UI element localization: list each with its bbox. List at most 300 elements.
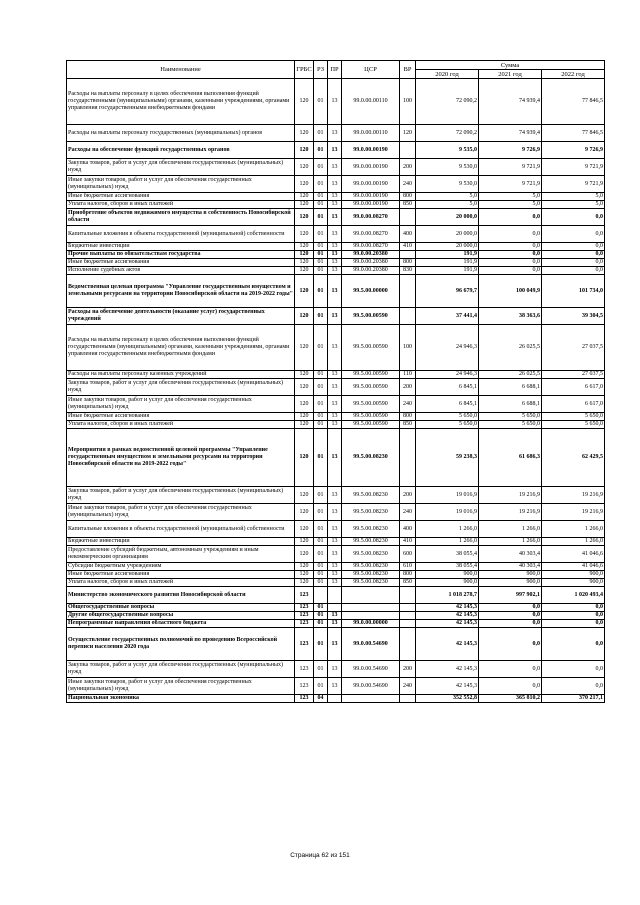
cell-name: Ведомственная целевая программа "Управление государственным имуществом и земельными ресурсами на территории Новосибирской области на 2019-2022 годы" — [67, 275, 295, 308]
cell-name: Мероприятия в рамках ведомственной целевой программы "Управление государственным имуществом и земельными ресурсами на территории Новосибирской области на 2019-2022 годы" — [67, 429, 295, 487]
cell-vr — [400, 604, 416, 612]
budget-table — [66, 60, 605, 703]
cell-sum-2022: 27 037,5 — [542, 325, 605, 371]
cell-vr: 600 — [400, 546, 416, 563]
cell-pr: 13 — [328, 487, 342, 504]
cell-name: Другие общегосударственные вопросы — [67, 612, 295, 620]
cell-vr: 120 — [400, 125, 416, 142]
cell-pr: 13 — [328, 379, 342, 396]
table-row — [67, 413, 605, 421]
cell-csr: 99.0.00.00190 — [342, 201, 400, 209]
cell-sum-2021: 997 902,1 — [479, 587, 542, 604]
cell-csr: 99.0.00.00000 — [342, 620, 400, 628]
cell-sum-2022: 0,0 — [542, 226, 605, 243]
cell-sum-2021: 9 721,9 — [479, 176, 542, 193]
cell-sum-2022: 1 266,0 — [542, 538, 605, 546]
cell-sum-2020: 38 055,4 — [416, 563, 479, 571]
cell-sum-2020: 19 016,9 — [416, 487, 479, 504]
cell-name: Иные закупки товаров, работ и услуг для обеспечения государственных (муниципальных) нужд — [67, 678, 295, 695]
cell-rz: 01 — [314, 504, 328, 521]
cell-csr: 99.0.00.00190 — [342, 193, 400, 201]
cell-grbs: 120 — [295, 176, 314, 193]
header-name: Наименование — [67, 61, 295, 79]
cell-sum-2022: 5,0 — [542, 201, 605, 209]
cell-pr: 13 — [328, 579, 342, 587]
table-row — [67, 259, 605, 267]
cell-grbs: 123 — [295, 678, 314, 695]
cell-csr: 99.5.00.00590 — [342, 421, 400, 429]
table-row — [67, 325, 605, 371]
cell-rz: 01 — [314, 325, 328, 371]
cell-grbs: 120 — [295, 275, 314, 308]
cell-sum-2021: 5 650,0 — [479, 421, 542, 429]
cell-sum-2020: 191,9 — [416, 259, 479, 267]
cell-grbs: 120 — [295, 193, 314, 201]
cell-sum-2022: 0,0 — [542, 259, 605, 267]
cell-sum-2021: 365 810,2 — [479, 695, 542, 703]
cell-sum-2021: 6 688,1 — [479, 379, 542, 396]
header-rz: РЗ — [314, 61, 328, 79]
cell-csr: 99.5.00.08230 — [342, 487, 400, 504]
cell-sum-2021: 0,0 — [479, 243, 542, 251]
cell-pr: 13 — [328, 79, 342, 125]
cell-rz: 01 — [314, 159, 328, 176]
cell-sum-2020: 5,0 — [416, 201, 479, 209]
cell-sum-2022: 19 216,9 — [542, 487, 605, 504]
cell-pr: 13 — [328, 661, 342, 678]
cell-name: Закупка товаров, работ и услуг для обеспечения государственных (муниципальных) нужд — [67, 487, 295, 504]
table-row — [67, 571, 605, 579]
cell-csr: 99.0.00.00190 — [342, 159, 400, 176]
cell-vr — [400, 142, 416, 159]
cell-vr — [400, 429, 416, 487]
table-row — [67, 487, 605, 504]
table-row — [67, 193, 605, 201]
cell-name: Иные бюджетные ассигнования — [67, 413, 295, 421]
cell-sum-2022: 0,0 — [542, 267, 605, 275]
cell-pr: 13 — [328, 546, 342, 563]
cell-pr: 13 — [328, 620, 342, 628]
cell-pr: 13 — [328, 429, 342, 487]
cell-vr: 850 — [400, 421, 416, 429]
cell-csr: 99.5.00.08230 — [342, 571, 400, 579]
cell-pr: 13 — [328, 521, 342, 538]
cell-sum-2020: 20 000,0 — [416, 243, 479, 251]
cell-name: Расходы на выплаты персоналу государственных (муниципальных) органов — [67, 125, 295, 142]
table-row — [67, 209, 605, 226]
table-row — [67, 371, 605, 379]
cell-rz: 01 — [314, 193, 328, 201]
cell-grbs: 120 — [295, 396, 314, 413]
cell-pr: 13 — [328, 251, 342, 259]
cell-sum-2021: 900,0 — [479, 579, 542, 587]
cell-rz: 01 — [314, 379, 328, 396]
cell-sum-2022: 6 617,0 — [542, 396, 605, 413]
cell-sum-2021: 1 266,0 — [479, 538, 542, 546]
cell-rz: 01 — [314, 678, 328, 695]
cell-rz: 01 — [314, 612, 328, 620]
cell-sum-2020: 1 266,0 — [416, 538, 479, 546]
cell-pr: 13 — [328, 612, 342, 620]
cell-rz: 01 — [314, 79, 328, 125]
cell-pr: 13 — [328, 504, 342, 521]
cell-csr: 99.5.00.00590 — [342, 396, 400, 413]
cell-name: Иные бюджетные ассигнования — [67, 259, 295, 267]
cell-grbs: 120 — [295, 579, 314, 587]
cell-grbs: 120 — [295, 259, 314, 267]
cell-rz: 01 — [314, 604, 328, 612]
cell-sum-2022: 101 734,0 — [542, 275, 605, 308]
cell-pr: 13 — [328, 259, 342, 267]
cell-rz: 01 — [314, 371, 328, 379]
cell-rz: 01 — [314, 125, 328, 142]
cell-sum-2022: 9 721,9 — [542, 159, 605, 176]
header-year-2020: 2020 год — [416, 70, 479, 79]
cell-sum-2021: 40 303,4 — [479, 563, 542, 571]
cell-sum-2020: 59 238,3 — [416, 429, 479, 487]
table-row — [67, 521, 605, 538]
cell-sum-2022: 0,0 — [542, 628, 605, 661]
cell-pr: 13 — [328, 421, 342, 429]
cell-name: Бюджетные инвестиции — [67, 243, 295, 251]
header-pr: ПР — [328, 61, 342, 79]
cell-pr: 13 — [328, 176, 342, 193]
cell-sum-2022: 0,0 — [542, 661, 605, 678]
cell-vr: 240 — [400, 504, 416, 521]
cell-csr: 99.0.00.54690 — [342, 628, 400, 661]
cell-name: Капитальные вложения в объекты государственной (муниципальной) собственности — [67, 226, 295, 243]
cell-vr: 800 — [400, 413, 416, 421]
cell-sum-2020: 9 530,0 — [416, 159, 479, 176]
cell-rz: 01 — [314, 421, 328, 429]
cell-pr: 13 — [328, 371, 342, 379]
cell-vr — [400, 612, 416, 620]
cell-vr: 410 — [400, 538, 416, 546]
cell-sum-2021: 0,0 — [479, 209, 542, 226]
cell-name: Иные закупки товаров, работ и услуг для обеспечения государственных (муниципальных) нужд — [67, 176, 295, 193]
cell-name: Закупка товаров, работ и услуг для обеспечения государственных (муниципальных) нужд — [67, 159, 295, 176]
cell-vr: 200 — [400, 159, 416, 176]
cell-sum-2022: 0,0 — [542, 209, 605, 226]
cell-grbs: 120 — [295, 421, 314, 429]
cell-csr — [342, 604, 400, 612]
table-row — [67, 695, 605, 703]
cell-grbs: 120 — [295, 226, 314, 243]
cell-sum-2022: 0,0 — [542, 612, 605, 620]
cell-csr: 99.0.00.00190 — [342, 142, 400, 159]
cell-rz: 04 — [314, 695, 328, 703]
cell-sum-2021: 26 025,5 — [479, 371, 542, 379]
cell-grbs: 123 — [295, 587, 314, 604]
cell-sum-2020: 900,0 — [416, 579, 479, 587]
cell-sum-2020: 96 679,7 — [416, 275, 479, 308]
cell-rz: 01 — [314, 571, 328, 579]
cell-rz: 01 — [314, 429, 328, 487]
cell-sum-2020: 6 845,1 — [416, 396, 479, 413]
cell-pr: 13 — [328, 571, 342, 579]
cell-grbs: 120 — [295, 487, 314, 504]
cell-vr: 610 — [400, 563, 416, 571]
cell-grbs: 120 — [295, 251, 314, 259]
cell-csr: 99.0.00.54690 — [342, 661, 400, 678]
cell-sum-2021: 1 266,0 — [479, 521, 542, 538]
cell-sum-2022: 6 617,0 — [542, 379, 605, 396]
cell-sum-2022: 0,0 — [542, 251, 605, 259]
cell-rz: 01 — [314, 209, 328, 226]
cell-pr: 13 — [328, 201, 342, 209]
cell-sum-2022: 900,0 — [542, 571, 605, 579]
cell-csr: 99.0.00.08270 — [342, 243, 400, 251]
cell-sum-2022: 5,0 — [542, 193, 605, 201]
cell-csr — [342, 612, 400, 620]
cell-sum-2020: 6 845,1 — [416, 379, 479, 396]
cell-grbs: 120 — [295, 563, 314, 571]
cell-pr: 13 — [328, 678, 342, 695]
cell-sum-2020: 37 441,4 — [416, 308, 479, 325]
header-sum: Сумма — [416, 61, 605, 70]
cell-pr: 13 — [328, 396, 342, 413]
cell-sum-2021: 26 025,5 — [479, 325, 542, 371]
cell-rz: 01 — [314, 275, 328, 308]
cell-sum-2022: 41 046,6 — [542, 563, 605, 571]
table-row — [67, 275, 605, 308]
cell-csr: 99.0.00.08270 — [342, 226, 400, 243]
cell-csr: 99.5.00.08230 — [342, 563, 400, 571]
cell-sum-2021: 6 688,1 — [479, 396, 542, 413]
cell-sum-2020: 20 000,0 — [416, 226, 479, 243]
cell-pr: 13 — [328, 538, 342, 546]
cell-csr — [342, 695, 400, 703]
cell-sum-2020: 5,0 — [416, 193, 479, 201]
cell-name: Капитальные вложения в объекты государственной (муниципальной) собственности — [67, 521, 295, 538]
header-vr: ВР — [400, 61, 416, 79]
cell-rz: 01 — [314, 413, 328, 421]
cell-grbs: 120 — [295, 371, 314, 379]
cell-sum-2021: 0,0 — [479, 267, 542, 275]
table-row — [67, 620, 605, 628]
cell-grbs: 123 — [295, 612, 314, 620]
cell-sum-2022: 62 429,5 — [542, 429, 605, 487]
table-row — [67, 546, 605, 563]
cell-vr: 240 — [400, 176, 416, 193]
cell-grbs: 123 — [295, 604, 314, 612]
cell-sum-2020: 42 145,3 — [416, 661, 479, 678]
cell-grbs: 123 — [295, 620, 314, 628]
cell-sum-2020: 19 016,9 — [416, 504, 479, 521]
cell-rz: 01 — [314, 176, 328, 193]
cell-vr — [400, 251, 416, 259]
cell-grbs: 120 — [295, 413, 314, 421]
table-row — [67, 563, 605, 571]
cell-vr: 240 — [400, 396, 416, 413]
cell-sum-2021: 61 686,3 — [479, 429, 542, 487]
cell-name: Расходы на выплаты персоналу в целях обеспечения выполнения функций государственными (муниципальными) органами, казенными учреждениями, органами управления государственными внебюджетными фондами — [67, 325, 295, 371]
cell-sum-2021: 9 726,9 — [479, 142, 542, 159]
cell-vr: 800 — [400, 571, 416, 579]
cell-grbs: 123 — [295, 628, 314, 661]
cell-rz: 01 — [314, 563, 328, 571]
cell-pr: 13 — [328, 125, 342, 142]
cell-name: Непрограммные направления областного бюджета — [67, 620, 295, 628]
cell-sum-2022: 19 216,9 — [542, 504, 605, 521]
cell-vr: 850 — [400, 579, 416, 587]
cell-sum-2020: 1 018 278,7 — [416, 587, 479, 604]
header-year-2022: 2022 год — [542, 70, 605, 79]
cell-vr — [400, 209, 416, 226]
cell-name: Уплата налогов, сборов и иных платежей — [67, 201, 295, 209]
cell-rz: 01 — [314, 251, 328, 259]
page-number: Страница 62 из 151 — [290, 852, 350, 859]
cell-csr: 99.5.00.08230 — [342, 429, 400, 487]
cell-sum-2020: 9 530,0 — [416, 176, 479, 193]
cell-sum-2020: 191,9 — [416, 251, 479, 259]
cell-pr: 13 — [328, 209, 342, 226]
cell-sum-2020: 9 535,0 — [416, 142, 479, 159]
cell-pr: 13 — [328, 275, 342, 308]
cell-grbs: 120 — [295, 538, 314, 546]
cell-name: Общегосударственные вопросы — [67, 604, 295, 612]
table-row — [67, 308, 605, 325]
cell-pr: 13 — [328, 226, 342, 243]
cell-grbs: 123 — [295, 695, 314, 703]
cell-sum-2021: 0,0 — [479, 678, 542, 695]
cell-name: Приобретение объектов недвижимого имущества в собственность Новосибирской области — [67, 209, 295, 226]
cell-sum-2020: 900,0 — [416, 571, 479, 579]
table-row — [67, 661, 605, 678]
table-row — [67, 579, 605, 587]
cell-sum-2020: 72 090,2 — [416, 79, 479, 125]
cell-rz: 01 — [314, 628, 328, 661]
cell-sum-2022: 77 846,5 — [542, 125, 605, 142]
cell-sum-2020: 42 145,3 — [416, 604, 479, 612]
cell-csr: 99.5.00.08230 — [342, 504, 400, 521]
cell-sum-2020: 38 055,4 — [416, 546, 479, 563]
cell-sum-2020: 42 145,3 — [416, 628, 479, 661]
cell-sum-2020: 1 266,0 — [416, 521, 479, 538]
cell-name: Министерство экономического развития Новосибирской области — [67, 587, 295, 604]
cell-sum-2021: 900,0 — [479, 571, 542, 579]
cell-name: Субсидии бюджетным учреждениям — [67, 563, 295, 571]
cell-sum-2021: 0,0 — [479, 604, 542, 612]
cell-rz: 01 — [314, 267, 328, 275]
cell-sum-2022: 77 846,5 — [542, 79, 605, 125]
cell-csr: 99.0.00.00110 — [342, 125, 400, 142]
cell-vr: 400 — [400, 521, 416, 538]
cell-vr: 200 — [400, 487, 416, 504]
cell-name: Закупка товаров, работ и услуг для обеспечения государственных (муниципальных) нужд — [67, 661, 295, 678]
cell-sum-2020: 352 552,8 — [416, 695, 479, 703]
header-csr: ЦСР — [342, 61, 400, 79]
cell-sum-2021: 5,0 — [479, 193, 542, 201]
cell-name: Предоставление субсидий бюджетным, автономным учреждениям и иным некоммерческим организациям — [67, 546, 295, 563]
table-row — [67, 421, 605, 429]
table-row — [67, 267, 605, 275]
cell-rz: 01 — [314, 546, 328, 563]
cell-sum-2020: 5 650,0 — [416, 421, 479, 429]
cell-name: Национальная экономика — [67, 695, 295, 703]
table-row — [67, 587, 605, 604]
cell-pr: 13 — [328, 628, 342, 661]
cell-pr: 13 — [328, 142, 342, 159]
cell-name: Осуществление государственных полномочий по проведению Всероссийской переписи населения 2020 года — [67, 628, 295, 661]
cell-csr: 99.0.00.20380 — [342, 267, 400, 275]
cell-sum-2021: 0,0 — [479, 620, 542, 628]
cell-grbs: 120 — [295, 504, 314, 521]
cell-rz: 01 — [314, 142, 328, 159]
cell-sum-2022: 370 217,1 — [542, 695, 605, 703]
table-row — [67, 125, 605, 142]
cell-vr: 850 — [400, 201, 416, 209]
cell-vr — [400, 308, 416, 325]
cell-rz: 01 — [314, 308, 328, 325]
cell-rz: 01 — [314, 661, 328, 678]
cell-sum-2022: 9 726,9 — [542, 142, 605, 159]
cell-grbs: 123 — [295, 661, 314, 678]
cell-sum-2022: 0,0 — [542, 620, 605, 628]
cell-csr: 99.5.00.00000 — [342, 275, 400, 308]
cell-grbs: 120 — [295, 546, 314, 563]
cell-sum-2021: 74 939,4 — [479, 79, 542, 125]
cell-name: Уплата налогов, сборов и иных платежей — [67, 421, 295, 429]
cell-sum-2020: 42 145,3 — [416, 612, 479, 620]
table-row — [67, 251, 605, 259]
cell-csr: 99.5.00.00590 — [342, 308, 400, 325]
cell-sum-2021: 0,0 — [479, 612, 542, 620]
cell-name: Расходы на выплаты персоналу в целях обеспечения выполнения функций государственными (муниципальными) органами, казенными учреждениями, органами управления государственными внебюджетными фондами — [67, 79, 295, 125]
cell-sum-2021: 74 939,4 — [479, 125, 542, 142]
table-row — [67, 628, 605, 661]
table-row — [67, 538, 605, 546]
cell-sum-2022: 0,0 — [542, 243, 605, 251]
cell-sum-2021: 19 216,9 — [479, 504, 542, 521]
cell-vr: 410 — [400, 243, 416, 251]
cell-rz: 01 — [314, 487, 328, 504]
cell-name: Расходы на выплаты персоналу казенных учреждений — [67, 371, 295, 379]
cell-csr: 99.0.00.54690 — [342, 678, 400, 695]
cell-vr: 200 — [400, 379, 416, 396]
cell-csr: 99.5.00.08230 — [342, 546, 400, 563]
cell-csr: 99.5.00.00590 — [342, 413, 400, 421]
cell-csr: 99.5.00.08230 — [342, 521, 400, 538]
cell-csr: 99.5.00.00590 — [342, 371, 400, 379]
cell-sum-2021: 0,0 — [479, 226, 542, 243]
cell-sum-2021: 0,0 — [479, 259, 542, 267]
table-row — [67, 604, 605, 612]
cell-sum-2022: 1 020 493,4 — [542, 587, 605, 604]
cell-pr: 13 — [328, 267, 342, 275]
cell-grbs: 120 — [295, 325, 314, 371]
cell-rz: 01 — [314, 201, 328, 209]
cell-csr: 99.0.00.20380 — [342, 259, 400, 267]
cell-sum-2021: 0,0 — [479, 628, 542, 661]
cell-pr: 13 — [328, 563, 342, 571]
cell-grbs: 120 — [295, 267, 314, 275]
cell-sum-2022: 900,0 — [542, 579, 605, 587]
table-row — [67, 142, 605, 159]
table-row — [67, 396, 605, 413]
table-row — [67, 678, 605, 695]
cell-vr: 200 — [400, 661, 416, 678]
header-year-2021: 2021 год — [479, 70, 542, 79]
cell-csr: 99.0.00.08270 — [342, 209, 400, 226]
cell-sum-2021: 0,0 — [479, 661, 542, 678]
cell-sum-2020: 42 145,3 — [416, 620, 479, 628]
cell-grbs: 120 — [295, 201, 314, 209]
cell-grbs: 120 — [295, 308, 314, 325]
cell-sum-2021: 40 303,4 — [479, 546, 542, 563]
cell-grbs: 120 — [295, 209, 314, 226]
table-row — [67, 201, 605, 209]
